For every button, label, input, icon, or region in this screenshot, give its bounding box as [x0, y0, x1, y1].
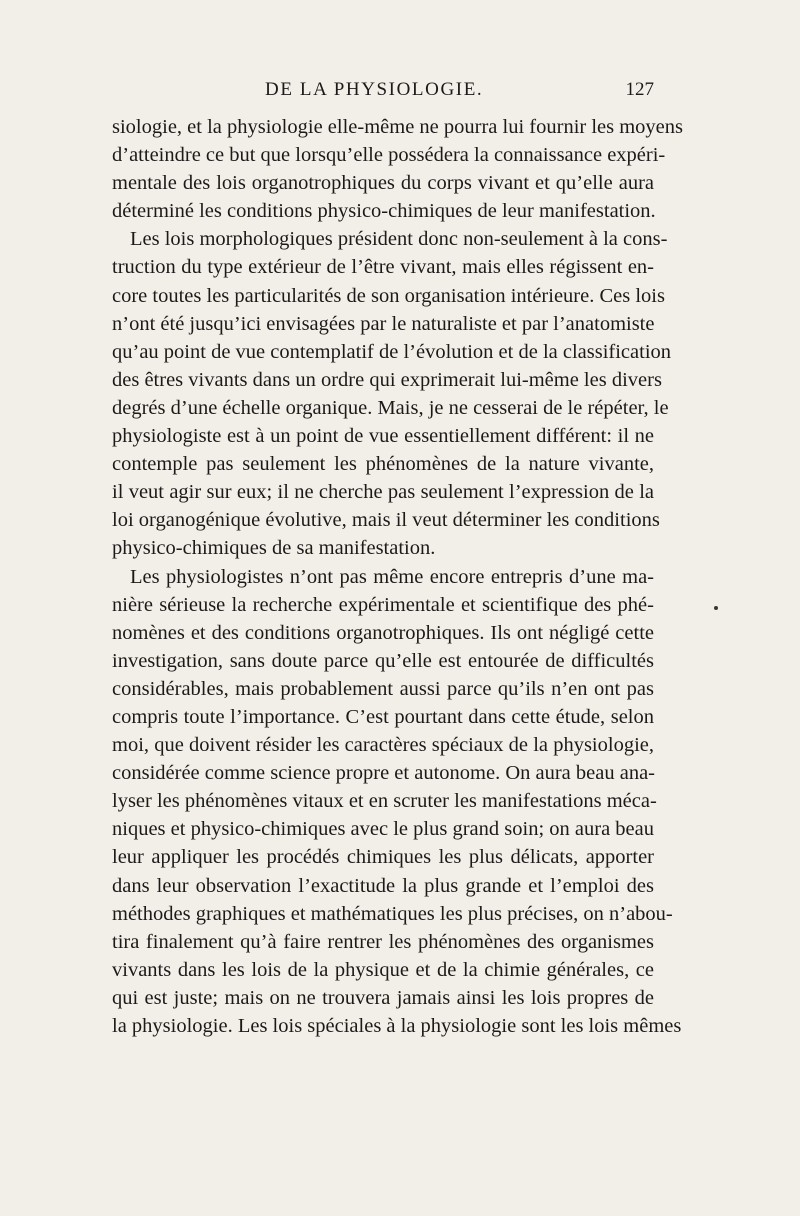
text-line: tira finalement qu’à faire rentrer les phénomènes des organismes: [112, 930, 654, 953]
text-line: vivants dans les lois de la physique et de la chimie générales, ce: [112, 958, 654, 981]
text-line: physiologiste est à un point de vue essentiellement différent: il ne: [112, 425, 654, 448]
text-line: physico-chimiques de sa manifestation.: [112, 537, 436, 560]
text-line: considérée comme science propre et autonome. On aura beau ana-: [112, 762, 655, 785]
paragraph-start-line: Les lois morphologiques président donc non-seulement à la cons-: [130, 228, 668, 251]
text-line: considérables, mais probablement aussi parce qu’ils n’en ont pas: [112, 677, 654, 700]
text-line: il veut agir sur eux; il ne cherche pas seulement l’expression de la: [112, 481, 654, 504]
text-line: degrés d’une échelle organique. Mais, je ne cesserai de le répéter, le: [112, 396, 669, 419]
running-head: [112, 79, 654, 109]
text-line: n’ont été jusqu’ici envisagées par le naturaliste et par l’anatomiste: [112, 312, 655, 335]
text-line: la physiologie. Les lois spéciales à la physiologie sont les lois mêmes: [112, 1015, 682, 1037]
text-line: lyser les phénomènes vitaux et en scruter les manifestations méca-: [112, 790, 657, 813]
text-line: loi organogénique évolutive, mais il veut déterminer les conditions: [112, 509, 660, 532]
text-line: moi, que doivent résider les caractères spéciaux de la physiologie,: [112, 734, 654, 757]
margin-ink-speck: [714, 606, 718, 610]
text-line: méthodes graphiques et mathématiques les plus précises, on n’abou-: [112, 902, 673, 925]
text-line: contemple pas seulement les phénomènes de la nature vivante,: [112, 453, 654, 476]
text-line: d’atteindre ce but que lorsqu’elle possédera la connaissance expéri-: [112, 144, 666, 167]
body-text: [112, 113, 684, 1040]
text-line: dans leur observation l’exactitude la plus grande et l’emploi des: [112, 874, 654, 897]
text-line: compris toute l’importance. C’est pourtant dans cette étude, selon: [112, 705, 654, 728]
text-line: des êtres vivants dans un ordre qui exprimerait lui-même les divers: [112, 368, 662, 391]
text-line: mentale des lois organotrophiques du corps vivant et qu’elle aura: [112, 172, 654, 195]
text-line: nomènes et des conditions organotrophiques. Ils ont négligé cette: [112, 621, 654, 644]
text-line: core toutes les particularités de son organisation intérieure. Ces lois: [112, 284, 665, 307]
text-line: qui est juste; mais on ne trouvera jamais ainsi les lois propres de: [112, 986, 654, 1009]
text-line: niques et physico-chimiques avec le plus grand soin; on aura beau: [112, 818, 654, 841]
paragraph-start-line: Les physiologistes n’ont pas même encore entrepris d’une ma-: [130, 565, 654, 588]
text-line: investigation, sans doute parce qu’elle est entourée de difficultés: [112, 649, 654, 672]
running-title: DE LA PHYSIOLOGIE.: [265, 79, 484, 100]
text-line: truction du type extérieur de l’être vivant, mais elles régissent en-: [112, 256, 654, 279]
text-line: siologie, et la physiologie elle-même ne pourra lui fournir les moyens: [112, 116, 684, 138]
text-line: déterminé les conditions physico-chimiques de leur manifestation.: [112, 200, 656, 223]
text-line: qu’au point de vue contemplatif de l’évolution et de la classification: [112, 340, 672, 363]
text-line: leur appliquer les procédés chimiques les plus délicats, apporter: [112, 846, 654, 869]
text-line: nière sérieuse la recherche expérimentale et scientifique des phé-: [112, 593, 654, 616]
page-number: 127: [625, 79, 654, 100]
